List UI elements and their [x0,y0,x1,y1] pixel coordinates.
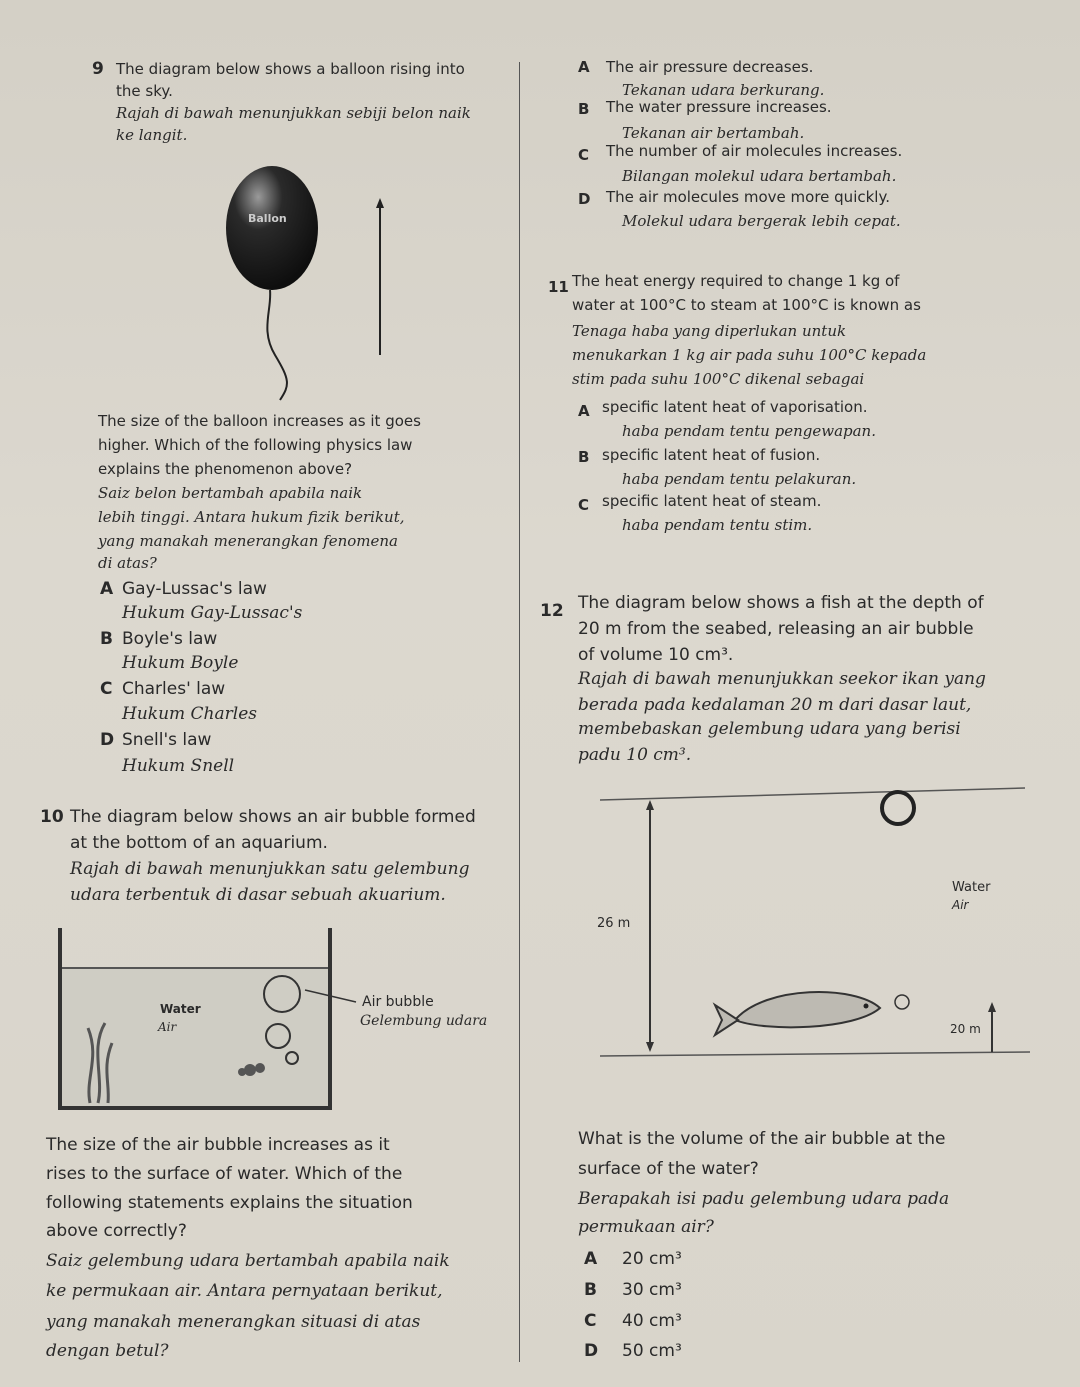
q9-option-c-letter[interactable]: C [100,679,113,699]
q9-question-ms-3: yang manakah menerangkan fenomena [98,532,398,550]
q10-option-c-letter[interactable]: C [578,146,590,164]
q10-option-d-ms: Molekul udara bergerak lebih cepat. [622,212,901,230]
q9-option-c-ms: Hukum Charles [122,704,257,724]
sea-air-label: Air [952,898,969,912]
q9-stem-en-2: the sky. [116,82,173,100]
q9-option-b-letter[interactable]: B [100,629,113,649]
q9-stem-ms-2: ke langit. [116,126,188,144]
q9-option-d-letter[interactable]: D [100,730,115,750]
aquarium-water-label: Water [160,1002,201,1016]
depth-arrow-total-top [646,800,654,810]
q12-question-ms-1: Berapakah isi padu gelembung udara pada [578,1189,950,1209]
q10-number: 10 [40,807,64,827]
q11-stem-ms-1: Tenaga haba yang diperlukan untuk [572,322,847,340]
depth-arrow-total-bottom [646,1042,654,1052]
q10-question-en-4: above correctly? [46,1221,187,1241]
depth-total-label: 26 m [597,916,631,931]
q10-question-ms-3: yang manakah menerangkan situasi di atas [46,1312,421,1332]
air-bubble-label-ms: Gelembung udara [360,1013,488,1029]
q10-option-b-ms: Tekanan air bertambah. [622,124,805,142]
rise-arrow-head [376,198,384,208]
q12-stem-ms-4: padu 10 cm³. [578,745,692,765]
q9-stem-en-1: The diagram below shows a balloon rising into [116,60,465,78]
q12-option-d-value: 50 cm³ [622,1341,682,1361]
q10-stem-ms-1: Rajah di bawah menunjukkan satu gelembung [70,859,470,879]
q9-option-c-en: Charles' law [122,679,226,699]
q11-option-c-ms: haba pendam tentu stim. [622,516,813,534]
fish-eye [864,1004,869,1009]
q9-option-a-en: Gay-Lussac's law [122,579,267,599]
sea-water-label: Water [952,880,991,895]
q11-stem-ms-2: menukarkan 1 kg air pada suhu 100°C kepada [572,346,927,364]
q10-option-c-en: The number of air molecules increases. [606,142,903,160]
fish-body [735,992,880,1027]
q10-option-d-letter[interactable]: D [578,190,591,208]
q10-option-a-en: The air pressure decreases. [606,58,814,76]
q12-stem-en-3: of volume 10 cm³. [578,645,734,665]
q11-option-c-letter[interactable]: C [578,496,590,514]
q11-option-b-en: specific latent heat of fusion. [602,446,821,464]
q10-option-b-en: The water pressure increases. [606,98,832,116]
q9-option-b-en: Boyle's law [122,629,218,649]
q12-stem-ms-2: berada pada kedalaman 20 m dari dasar laut, [578,695,972,715]
q12-option-a-value: 20 cm³ [622,1249,682,1269]
q9-option-a-letter[interactable]: A [100,579,114,599]
surface-bubble [882,792,914,824]
q9-question-en-1: The size of the balloon increases as it goes [98,412,421,430]
q11-stem-en-2: water at 100°C to steam at 100°C is known as [572,296,921,314]
q12-question-en-2: surface of the water? [578,1159,759,1179]
seabed [600,1052,1030,1056]
q10-question-ms-4: dengan betul? [46,1341,169,1361]
q9-option-b-ms: Hukum Boyle [122,653,239,673]
q10-option-d-en: The air molecules move more quickly. [606,188,890,206]
q11-stem-en-1: The heat energy required to change 1 kg of [572,272,900,290]
q10-stem-ms-2: udara terbentuk di dasar sebuah akuarium. [70,885,446,905]
q10-question-ms-2: ke permukaan air. Antara pernyataan berikut, [46,1281,443,1301]
q9-question-ms-2: lebih tinggi. Antara hukum fizik berikut, [98,508,405,526]
q10-option-c-ms: Bilangan molekul udara bertambah. [622,167,897,185]
q12-stem-en-1: The diagram below shows a fish at the depth of [578,593,984,613]
q10-option-a-letter[interactable]: A [578,58,590,76]
sea-surface [600,788,1025,800]
q12-question-ms-2: permukaan air? [578,1217,714,1237]
q11-number: 11 [548,278,569,296]
q9-option-d-ms: Hukum Snell [122,756,235,776]
q11-option-b-ms: haba pendam tentu pelakuran. [622,470,857,488]
column-divider [519,62,520,1362]
q12-question-en-1: What is the volume of the air bubble at the [578,1129,946,1149]
q9-stem-ms-1: Rajah di bawah menunjukkan sebiji belon naik [116,104,471,122]
q12-option-b-value: 30 cm³ [622,1280,682,1300]
depth-arrow-fish-head [988,1002,996,1012]
q11-option-a-en: specific latent heat of vaporisation. [602,398,868,416]
bubble-cluster-1 [244,1064,256,1076]
q10-question-en-1: The size of the air bubble increases as it [46,1135,390,1155]
q11-option-c-en: specific latent heat of steam. [602,492,822,510]
q11-option-b-letter[interactable]: B [578,448,590,466]
q10-question-ms-1: Saiz gelembung udara bertambah apabila naik [46,1251,450,1271]
q10-question-en-3: following statements explains the situation [46,1193,413,1213]
q11-stem-ms-3: stim pada suhu 100°C dikenal sebagai [572,370,865,388]
q12-option-b-letter[interactable]: B [584,1280,597,1300]
q12-stem-ms-1: Rajah di bawah menunjukkan seekor ikan yang [578,669,986,689]
q9-question-ms-1: Saiz belon bertambah apabila naik [98,484,363,502]
balloon-diagram [220,160,420,400]
q12-stem-ms-3: membebaskan gelembung udara yang berisi [578,719,961,739]
depth-fish-label: 20 m [950,1022,981,1036]
q10-option-b-letter[interactable]: B [578,100,590,118]
q12-option-a-letter[interactable]: A [584,1249,598,1269]
q12-option-c-letter[interactable]: C [584,1311,597,1331]
fish-tail [715,1005,738,1035]
bubble-cluster-2 [255,1063,265,1073]
fish-bubble [895,995,909,1009]
balloon-label: Ballon [248,212,287,225]
q12-number: 12 [540,601,564,621]
q10-question-en-2: rises to the surface of water. Which of the [46,1164,403,1184]
q12-stem-en-2: 20 m from the seabed, releasing an air bubble [578,619,974,639]
q10-stem-en-1: The diagram below shows an air bubble formed [70,807,476,827]
q9-number: 9 [92,59,104,79]
q12-option-d-letter[interactable]: D [584,1341,599,1361]
q9-question-ms-4: di atas? [98,554,157,572]
q9-option-a-ms: Hukum Gay-Lussac's [122,603,303,623]
q11-option-a-letter[interactable]: A [578,402,590,420]
air-bubble-label: Air bubble [362,994,434,1010]
q9-question-en-2: higher. Which of the following physics law [98,436,413,454]
q11-option-a-ms: haba pendam tentu pengewapan. [622,422,876,440]
q10-stem-en-2: at the bottom of an aquarium. [70,833,328,853]
balloon-shape [226,166,318,290]
q9-question-en-3: explains the phenomenon above? [98,460,353,478]
aquarium-air-label: Air [158,1020,177,1034]
bubble-cluster-3 [238,1068,246,1076]
balloon-string [267,290,287,400]
q10-option-a-ms: Tekanan udara berkurang. [622,81,825,99]
q9-option-d-en: Snell's law [122,730,212,750]
q12-option-c-value: 40 cm³ [622,1311,682,1331]
